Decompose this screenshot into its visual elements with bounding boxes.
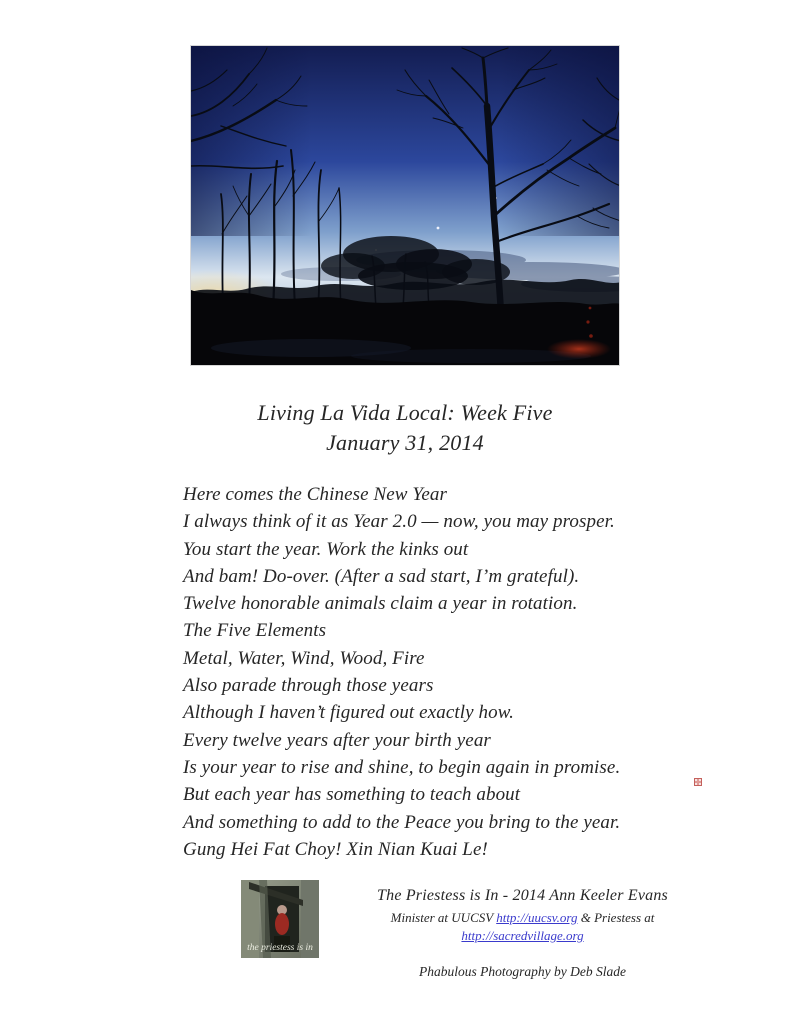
photo-credit: Phabulous Photography by Deb Slade bbox=[419, 964, 626, 979]
poem-line: Is your year to rise and shine, to begin again in promise. bbox=[183, 756, 621, 778]
broken-image-icon bbox=[694, 778, 702, 786]
poem-line: The Five Elements bbox=[183, 620, 327, 642]
minister-prefix-text: Minister at UUCSV bbox=[390, 910, 497, 925]
poem-line: Here comes the Chinese New Year bbox=[183, 484, 447, 505]
footer-byline: The Priestess is In - 2014 Ann Keeler Evans bbox=[377, 887, 668, 904]
twilight-trees-photo bbox=[190, 45, 620, 366]
poem-line: Also parade through those years bbox=[183, 675, 434, 697]
poem-line: Twelve honorable animals claim a year in rotation. bbox=[183, 593, 578, 615]
poem-line: And something to add to the Peace you bring to the year. bbox=[183, 811, 621, 833]
footer-links-line bbox=[330, 909, 715, 945]
poem-line: Metal, Water, Wind, Wood, Fire bbox=[183, 647, 425, 669]
uucsv-link[interactable]: http://uucsv.org bbox=[496, 910, 578, 925]
priestess-thumbnail-art bbox=[241, 880, 319, 958]
poem-line: I always think of it as Year 2.0 — now, you may prosper. bbox=[183, 511, 615, 533]
poem-line: Every twelve years after your birth year bbox=[183, 729, 491, 751]
poem-line: Gung Hei Fat Choy! Xin Nian Kuai Le! bbox=[183, 838, 488, 860]
poem-line: And bam! Do-over. (After a sad start, I’m grateful). bbox=[183, 565, 580, 587]
title-block bbox=[185, 398, 625, 458]
red-glow bbox=[547, 339, 611, 359]
page-title: Living La Vida Local: Week Five bbox=[257, 400, 553, 425]
page-date: January 31, 2014 bbox=[326, 430, 484, 455]
twilight-photo-art bbox=[191, 46, 620, 366]
poem-body bbox=[183, 481, 653, 863]
poem-line: You start the year. Work the kinks out bbox=[183, 538, 469, 560]
poem-line: But each year has something to teach about bbox=[183, 784, 521, 806]
sacredvillage-link[interactable]: http://sacredvillage.org bbox=[461, 928, 584, 943]
priestess-thumbnail bbox=[241, 880, 319, 958]
poem-line: Although I haven’t figured out exactly how. bbox=[183, 702, 514, 724]
thumbnail-caption: the priestess is in bbox=[247, 943, 313, 953]
middle-text: & Priestess at bbox=[577, 910, 655, 925]
footer-text-block bbox=[330, 886, 715, 981]
